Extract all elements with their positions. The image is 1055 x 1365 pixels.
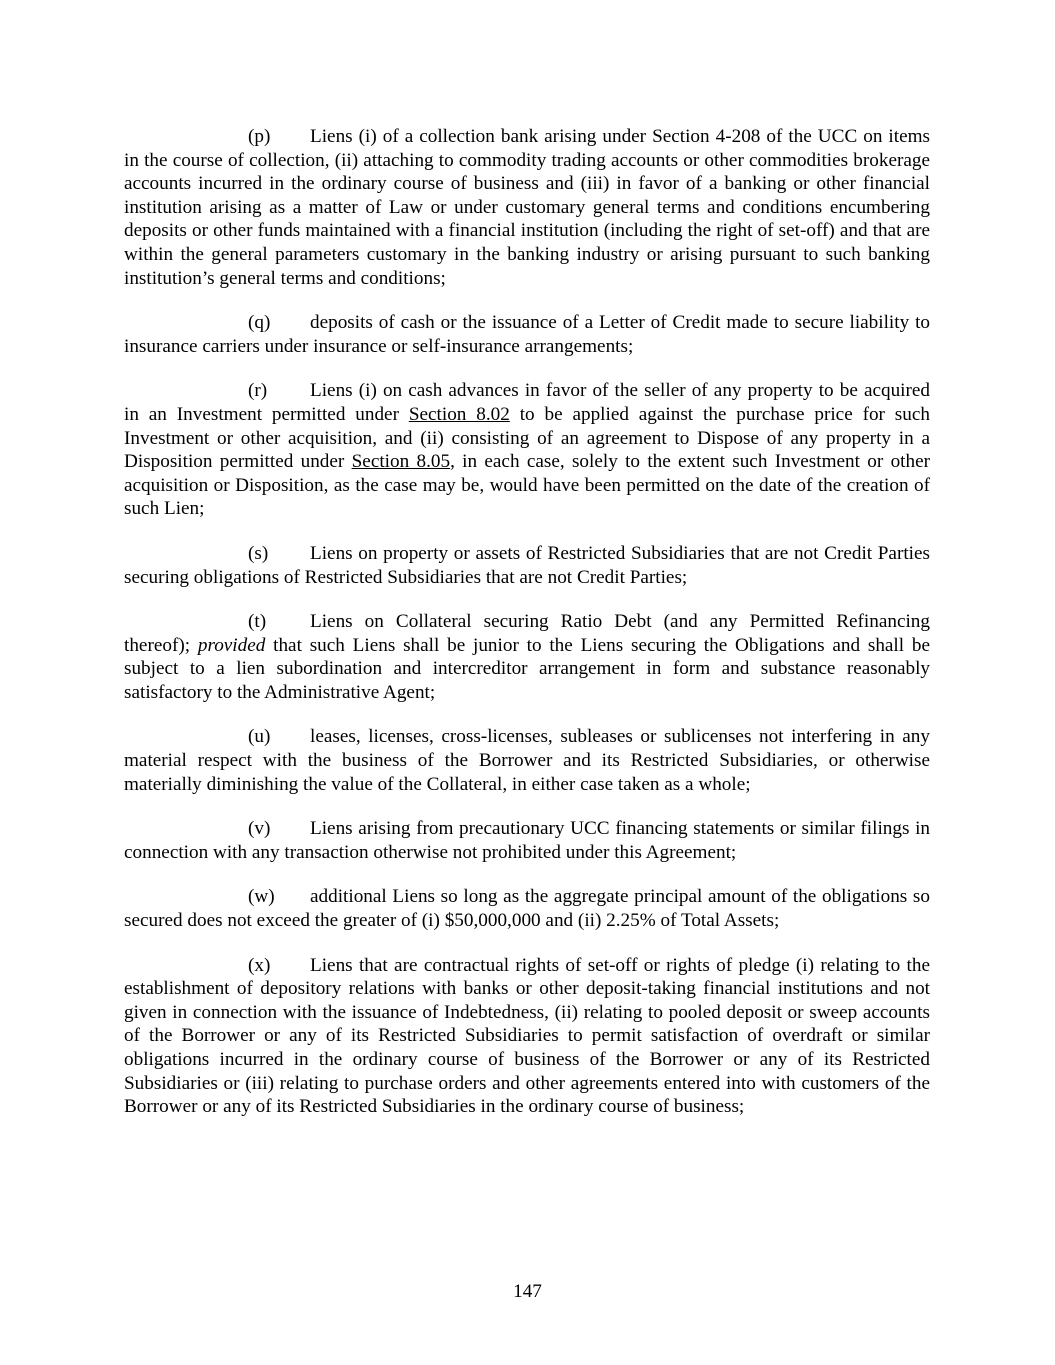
clause-v (124, 817, 930, 864)
clause-label: (q) (248, 312, 271, 334)
clause-q (124, 311, 930, 358)
section-reference-link: Section 8.05 (351, 451, 451, 473)
page-number: 147 (513, 1281, 542, 1302)
clause-t (124, 610, 930, 704)
clause-text: additional Liens so long as the aggregate principal amount of the obligations so secured does not exceed the greater of (i) $50,000,000 and (ii) 2.25% of Total Assets; (124, 886, 930, 932)
clause-label: (s) (248, 542, 269, 564)
clause-w (124, 885, 930, 932)
clause-text: Liens on property or assets of Restricted Subsidiaries that are not Credit Parties securing obligations of Restricted Subsidiaries that are not Credit Parties; (124, 542, 930, 588)
clause-text: that such Liens shall be junior to the Liens securing the Obligations and shall be subject to a lien subordination and intercreditor arrangement in form and substance reasonably satisfactory to the Administrative Agent; (124, 634, 930, 703)
clause-text: to be applied against the purchase price for such Investment or other acquisition, and (ii) consisting of an agreement to Dispose of any property in a Disposition permitted under (124, 403, 930, 473)
clause-text: leases, licenses, cross-licenses, subleases or sublicenses not interfering in any material respect with the business of the Borrower and its Restricted Subsidiaries, or otherwise materially diminishing the value of the Collateral, in either case taken as a whole; (124, 726, 930, 795)
clause-label: (r) (248, 380, 268, 402)
section-reference-link: Section 8.02 (408, 403, 510, 425)
clause-x (124, 954, 930, 1119)
clause-text: Liens arising from precautionary UCC financing statements or similar filings in connection with any transaction otherwise not prohibited under this Agreement; (124, 818, 930, 863)
clause-label: (u) (248, 726, 271, 748)
emphasis-term: provided (197, 634, 266, 656)
clause-label: (w) (248, 886, 275, 908)
clause-text: deposits of cash or the issuance of a Letter of Credit made to secure liability to insurance carriers under insurance or self-insurance arrangements; (124, 312, 930, 357)
clause-label: (p) (248, 126, 271, 147)
clause-label: (t) (248, 611, 267, 633)
clause-text: Liens on Collateral securing Ratio Debt (and any Permitted Refinancing thereof); (124, 611, 930, 656)
clause-text: , in each case, solely to the extent such Investment or other acquisition or Disposition, as the case may be, would have been permitted on the date of the creation of such Lien; (124, 451, 930, 520)
clause-u (124, 725, 930, 796)
document-body (124, 125, 930, 1140)
clause-r (124, 379, 930, 521)
clause-label: (v) (248, 818, 271, 840)
clause-s (124, 542, 930, 589)
clause-text: Liens that are contractual rights of set-off or rights of pledge (i) relating to the establishment of depository relations with banks or other deposit-taking financial institutions and not given in connection with the issuance of Indebtedness, (ii) relating to pooled deposit or sweep accounts of the Borrower or any of its Restricted Subsidiaries to permit satisfaction of overdraft or similar obligations incurred in the ordinary course of business of the Borrower or any of its Restricted Subsidiaries or (iii) relating to purchase orders and other agreements entered into with customers of the Borrower or any of its Restricted Subsidiaries in the ordinary course of business; (124, 954, 930, 1118)
clause-p (124, 125, 930, 290)
clause-label: (x) (248, 954, 271, 976)
clause-text: Liens (i) on cash advances in favor of the seller of any property to be acquired in an Investment permitted under (124, 380, 930, 425)
clause-text: Liens (i) of a collection bank arising under Section 4-208 of the UCC on items in the course of collection, (ii) attaching to commodity trading accounts or other commodities brokerage accounts incurred in the ordinary course of business and (iii) in favor of a banking or other financial institution arising as a matter of Law or under customary general terms and conditions encumbering deposits or other funds maintained with a financial institution (including the right of set-off) and that are within the general parameters customary in the banking industry or arising pursuant to such banking institution’s general terms and conditions; (124, 126, 930, 289)
